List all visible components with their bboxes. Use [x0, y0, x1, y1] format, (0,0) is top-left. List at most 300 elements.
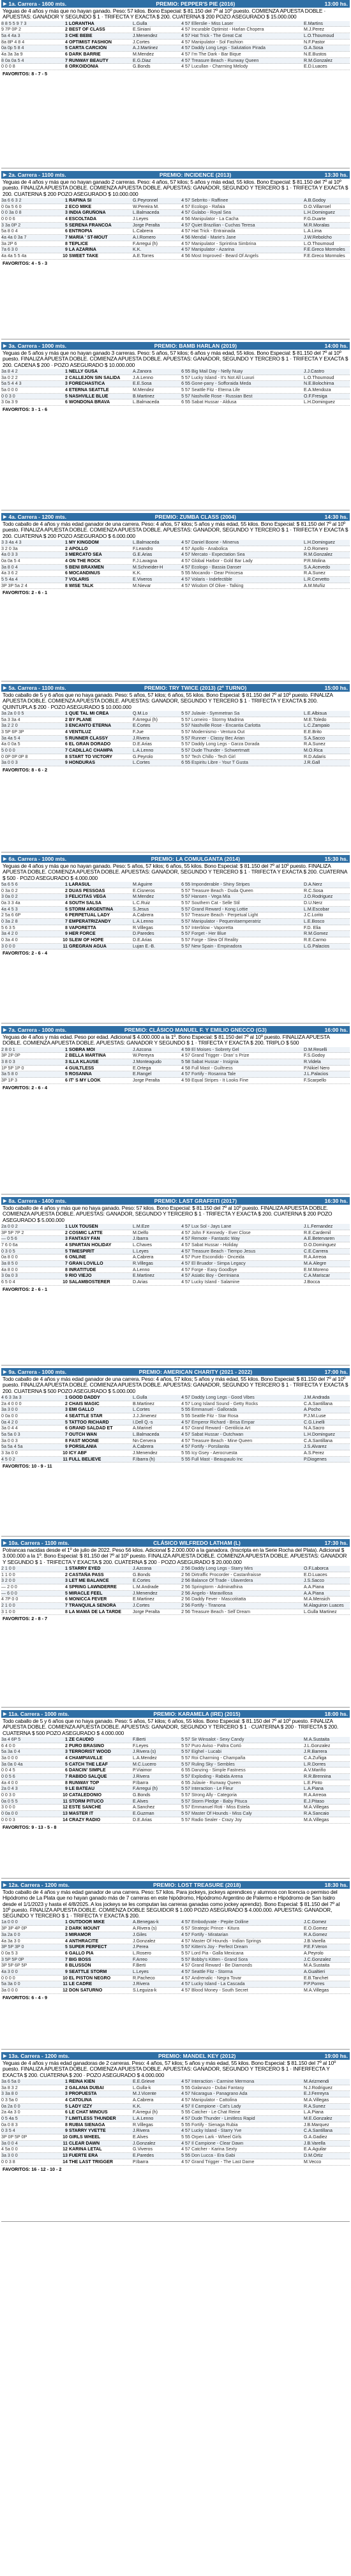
recent-form: 5a 3a 0 0: [1, 1981, 20, 1987]
post-number: 14: [63, 2159, 68, 2164]
age-weight: 5 57: [181, 937, 190, 943]
trainer-name: L.O.Thoumoud: [304, 33, 334, 38]
trainer-name: L.A.Lima: [304, 228, 322, 234]
age-weight: 4 57: [181, 552, 190, 558]
recent-form: 0 0a 5 6 0: [1, 204, 22, 209]
horse-name: MIRACLE FEEL: [69, 1590, 103, 1596]
jockey-name: A.E.Torres: [133, 253, 154, 259]
table-row: [1, 1951, 350, 1957]
trainer-name: M.Arizmendi: [304, 2078, 329, 2084]
jockey-name: J.Menendez: [133, 1590, 158, 1596]
post-number: 10: [63, 1279, 68, 1285]
pedigree: Treasure Beach - Runway Queen: [191, 57, 259, 63]
post-number: 2: [65, 1743, 68, 1748]
age-weight: 4 57: [181, 1432, 190, 1438]
trainer-name: L.H.Dominguez: [304, 210, 335, 216]
recent-form: 5 5 4a 4: [1, 577, 18, 583]
table-row: [1, 1267, 350, 1274]
pedigree: Incurable Optimist - Harlan Chopera: [191, 27, 264, 33]
horse-name: RABIDO SALQUE: [69, 1774, 107, 1780]
pedigree: Exploding - Rabida Arena: [191, 1774, 243, 1780]
race-prize: PREMIO: ZUMBA CLASS (2004): [154, 514, 236, 520]
entries-list: [1, 2079, 350, 2166]
age-weight: 5 55: [181, 2122, 190, 2127]
jockey-name: E.Paredes: [133, 2153, 154, 2159]
jockey-name: J.Rivera: [133, 1981, 150, 1987]
post-number: 7: [65, 1774, 68, 1780]
post-number: 1: [65, 1919, 68, 1925]
trainer-name: D.O.Villarroel: [304, 204, 331, 209]
age-weight: 4 57: [181, 1938, 190, 1944]
age-weight: 4 57: [181, 2091, 190, 2097]
recent-form: 3P 3P 5a 2 4: [1, 583, 27, 588]
age-weight: 4 57: [181, 2140, 190, 2146]
pedigree: Full Mast - Guiltness: [191, 1065, 233, 1071]
post-number: 10: [63, 2134, 68, 2140]
recent-form: 3a 0 0 0: [1, 1755, 18, 1761]
post-number: 6: [65, 570, 68, 576]
table-row: [1, 52, 350, 58]
recent-form: 4a 0 3 3: [1, 552, 18, 558]
recent-form: 0a 0 8 3: [1, 2122, 18, 2127]
trainer-name: P.Nikiel Nero: [304, 1065, 330, 1071]
horse-name: WISE TALK: [69, 583, 94, 588]
race-conditions: Todo caballo de 4 años y más edad ganador de una carrera. Peso: 57 kilos. Para jockeys, jockeys aprendices y alumnos con licencia o permiso del Hipódromo de La Plata que no hayan ganado más de 7 carreras en este hipódromo, Hipódromo Argentino de Palermo e Hipódromo de San Isidro desde el 1/1/2023 y hasta el 4/8/2025. A los jockeys se les computan las carreras ganadas como jockey aprendiz). Bono Especial: $ 81.150 del 7º al 10º puesto. FINALIZA APUESTA DOBLE. COMIENZA DOBLE SEGUIDOR $ 1.000 POZO ASEGURADO $ 4.000.000. APUESTAS: GANADOR, SEGUNDO Y TERCERO $ 1 · TRIFECTA Y EXACTA $ 200.: [3, 1889, 340, 1919]
post-number: 1: [65, 539, 68, 545]
recent-form: 8a 8P 4 8 4: [1, 39, 25, 45]
table-row: [1, 1811, 350, 1817]
table-row: [1, 1805, 350, 1811]
horse-name: LIMITLESS THUNDER: [69, 2116, 116, 2122]
age-weight: 5 57: [181, 1786, 190, 1792]
pedigree: Treasure Beach - Self Dream: [191, 1609, 250, 1614]
horse-name: COSMIC LATTE: [69, 1230, 103, 1235]
jockey-name: W.Pereyra: [133, 1053, 154, 1059]
horse-name: NELLY GUSA: [69, 368, 98, 374]
trainer-name: R.M.Gonzalez: [304, 57, 332, 63]
horse-name: MARÍA ' ST-MOUT: [69, 235, 108, 241]
horse-name: CASTAÑA PASS: [69, 1572, 104, 1577]
trainer-name: R.E.Cardemil: [304, 1230, 331, 1235]
age-weight: 2 56: [181, 1597, 190, 1602]
jockey-name: M.Mendez: [133, 387, 154, 392]
horse-name: ICY ABF: [69, 1450, 87, 1456]
age-weight: 5 55: [181, 2085, 190, 2090]
post-number: 5: [65, 222, 68, 228]
age-weight: 5 55: [181, 1456, 190, 1462]
recent-form: 3P 5P 7P 2: [1, 1230, 24, 1235]
trainer-name: J.O.Romero: [304, 546, 329, 551]
favorites-line: FAVORITOS: 2 - 6 - 4: [3, 950, 48, 957]
jockey-name: A.Rivera (s): [133, 1926, 157, 1932]
horse-name: SLEW OF HOPE: [69, 937, 104, 943]
pedigree: Seattle Fitz - Storma: [191, 1969, 233, 1974]
table-row: [1, 1591, 350, 1597]
post-number: 3: [65, 210, 68, 216]
table-row: [1, 912, 350, 919]
table-row: [1, 387, 350, 394]
recent-form: 3a 0 0 4: [1, 2140, 18, 2146]
post-number: 7: [65, 1956, 68, 1962]
table-row: [1, 1957, 350, 1963]
race-block: [1, 513, 350, 681]
trainer-name: J.S.Sacco: [304, 1578, 324, 1584]
pedigree: Long Island Sound - Getty Rocks: [191, 1401, 258, 1406]
post-number: 4: [65, 39, 68, 45]
jockey-name: M.Mendez: [133, 52, 154, 57]
pedigree: Sabat Hussar - Holiday: [191, 1242, 238, 1247]
trainer-name: M.A.Mensich: [304, 1597, 330, 1602]
trainer-name: J.B.Marquez: [304, 2122, 329, 2127]
jockey-name: I.Dell Q.-s: [133, 1419, 153, 1425]
table-row: [1, 736, 350, 742]
age-weight: 4 57: [181, 2147, 190, 2152]
horse-name: GIRLS WHEEL: [69, 2134, 101, 2140]
age-weight: 4 57: [181, 2097, 190, 2103]
jockey-name: M.J.Vicente: [133, 2091, 156, 2097]
trainer-name: D.A.Nerz: [304, 881, 322, 887]
jockey-name: Q.M.Lo: [133, 710, 148, 716]
horse-name: THE LAST TRIGGER: [69, 2159, 113, 2164]
triangle-icon: ▶: [3, 1028, 7, 1032]
horse-name: SOBRA MOI: [69, 1046, 95, 1052]
race-header: [1, 1539, 350, 1547]
pedigree: Daniel Boone - Minerva: [191, 539, 239, 545]
pedigree: Lomeiro - Stormy Madrina: [191, 717, 244, 722]
trainer-name: L.H.Dominguez: [304, 1432, 335, 1438]
jockey-name: A.Benegas-k: [133, 1919, 159, 1925]
pedigree: Emmanuel - Gallorada: [191, 1407, 237, 1413]
trainer-name: M.J.Perez: [304, 27, 324, 33]
recent-form: 3 5P 6P 3P: [1, 729, 24, 734]
jockey-name: E.Cisneros: [133, 888, 155, 893]
horse-name: PROPUESTA: [69, 2091, 97, 2097]
recent-form: 3a 2a 0 0 5: [1, 710, 24, 716]
pedigree: Gone-pany - Sofforaida Meda: [191, 381, 251, 387]
table-row: [1, 1236, 350, 1242]
trainer-name: J.C.Gomez: [304, 1919, 327, 1925]
table-row: [1, 1603, 350, 1609]
race-header: [1, 684, 350, 692]
entries-list: [1, 1566, 350, 1616]
race-number: 9a. Carrera - 1000 mts.: [8, 1369, 67, 1375]
post-number: 11: [63, 943, 68, 949]
table-row: [1, 944, 350, 950]
pedigree: Lord Pia - Galla Mexicana: [191, 1950, 244, 1956]
horse-name: ORKOIDONIA: [69, 64, 99, 70]
triangle-icon: ▶: [3, 1541, 7, 1545]
jockey-name: J.Ibarra: [133, 1236, 149, 1242]
horse-name: EL PISTON NEGRO: [69, 1975, 111, 1981]
horse-name: STARRY YVETTE: [69, 2128, 106, 2134]
recent-form: 3a 4a 5 4: [1, 735, 20, 741]
horse-name: PURO BRASINO: [69, 1743, 105, 1748]
age-weight: 4 57: [181, 1242, 190, 1247]
table-row: [1, 1976, 350, 1982]
horse-name: REINA KIEN: [69, 2078, 95, 2084]
horse-name: STORM PITUCO: [69, 1798, 104, 1804]
table-row: [1, 1444, 350, 1450]
post-number: 7: [65, 1603, 68, 1609]
post-number: 10: [63, 1975, 68, 1981]
post-number: 4: [65, 1242, 68, 1247]
table-row: [1, 717, 350, 724]
table-row: [1, 253, 350, 260]
table-row: [1, 937, 350, 944]
trainer-name: P.E.F.Veron: [304, 1944, 327, 1950]
recent-form: 0 3a 0 2: [1, 888, 18, 893]
trainer-name: L.H.Dominguez: [304, 399, 335, 405]
horse-name: VAPORETTA: [69, 925, 96, 930]
triangle-icon: ▶: [3, 1199, 7, 1203]
pedigree: Grand Reward - Kong Lottie: [191, 906, 248, 912]
recent-form: 3P 0P 5P 0P: [1, 2134, 27, 2140]
age-weight: 4 57: [181, 1963, 190, 1969]
post-number: 6: [65, 912, 68, 918]
trainer-name: C.A.Santillana: [304, 1438, 332, 1443]
pedigree: Orpen Lark - Wheel Girls: [191, 2134, 242, 2140]
pedigree: Grand Trigger - The Last Dame: [191, 2159, 255, 2164]
post-number: 1: [65, 1046, 68, 1052]
table-row: [1, 1254, 350, 1261]
post-number: 9: [65, 1273, 68, 1279]
pedigree: Grand Reward - Gentilicia Art: [191, 1426, 251, 1431]
age-weight: 4 57: [181, 20, 190, 26]
recent-form: 3 5P 5P 0P: [1, 1956, 24, 1962]
pedigree: Springtorm - Adminathina: [191, 1584, 243, 1590]
pedigree: Pure Escondido - Onceida: [191, 1254, 244, 1260]
race-block: [1, 1026, 350, 1195]
age-weight: 4 57: [181, 1273, 190, 1279]
pedigree: Lucky Island - Salamine: [191, 1279, 240, 1285]
horse-name: START TO VICTORY: [69, 754, 112, 759]
recent-form: 2 1 0 0: [1, 1565, 15, 1571]
horse-name: MASTER IT: [69, 1811, 94, 1817]
jockey-name: L.Balmaceda: [133, 1432, 160, 1438]
jockey-name: J.J.Jimenez: [133, 1413, 157, 1418]
trainer-name: F.Scarpello: [304, 1078, 327, 1083]
recent-form: 3a 4 2 0: [1, 931, 18, 937]
pedigree: Blood Money - South Secret: [191, 1988, 248, 1993]
jockey-name: L.Gulla: [133, 1394, 147, 1400]
trainer-name: D.M.Reselli: [304, 1046, 327, 1052]
table-row: [1, 1817, 350, 1824]
trainer-name: A.Pocho: [304, 1407, 321, 1413]
jockey-name: J.A.Lenno: [133, 375, 153, 380]
horse-name: ILLA KLAUSE: [69, 1059, 99, 1064]
age-weight: 4 57: [181, 2128, 190, 2134]
age-weight: 4 57: [181, 558, 190, 563]
age-weight: 5 57: [181, 925, 190, 930]
jockey-name: L.M.Eze: [133, 1223, 150, 1229]
race-prize: PREMIO: LAST GRAFFITI (2017): [154, 1198, 237, 1204]
age-weight: 5 57: [181, 1950, 190, 1956]
pedigree: Balance Of Trade - Ulaverdera: [191, 1578, 253, 1584]
recent-form: 3 3a 0P 2: [1, 222, 21, 228]
pedigree: Grand Reward - Be Diamonds: [191, 1963, 253, 1969]
recent-form: 4a 4 5 3: [1, 906, 18, 912]
jockey-name: B.Martinez: [133, 393, 154, 399]
age-weight: 4 57: [181, 247, 190, 253]
trainer-name: J.O.Rodriguez: [304, 894, 333, 900]
table-row: [1, 1279, 350, 1286]
recent-form: 1 1 0 0: [1, 1572, 15, 1577]
horse-name: APOLLO: [69, 546, 88, 551]
trainer-name: F.E.Greco Mormoles: [304, 253, 345, 259]
race-number: 4a. Carrera - 1200 mts.: [8, 514, 67, 520]
post-number: 2: [65, 375, 68, 380]
age-weight: 4 57: [181, 33, 190, 38]
recent-form: 3a 5 8 0: [1, 1071, 18, 1077]
age-weight: 4 59: [181, 1046, 190, 1052]
table-row: [1, 1261, 350, 1267]
recent-form: 1P 5P 1P 0: [1, 1065, 24, 1071]
recent-form: 4 6 3 3a 3: [1, 1394, 22, 1400]
trainer-name: J.R.Barrera: [304, 1749, 327, 1755]
post-number: 7: [65, 1261, 68, 1267]
race-conditions: Potrancas nacidas desde el 1º de julio de 2022. Peso 56 kilos. Adicional $ 2.000.000 a la ganadora. (Inscripta en la Serie Rocha del Plata). Adicional $ 3.000.000 a la 1º. Bono Especial: $ 81.150 del 7º al 10º puesto. FINALIZA APUESTA DOBLE. COMIENZA APUESTA DOBLE. APUESTAS: GANADOR Y SEGUNDO $ 1 · TRIFECTA Y EXACTA $ 200. CUATERNA $ 200 · POZO ASEGURADO $ 20.000.000: [3, 1547, 347, 1565]
table-row: [1, 1944, 350, 1951]
trainer-name: A.A.Piana: [304, 1584, 324, 1590]
jockey-name: L.A.Mendez: [133, 1755, 157, 1761]
pedigree: Mendal - Marie's Jane: [191, 235, 236, 241]
race-header: [1, 0, 350, 8]
recent-form: — 2 0 0: [1, 1584, 17, 1590]
horse-name: MIRAMOR: [69, 1932, 91, 1937]
favorites-line: FAVORITOS: 10 - 9 - 11: [3, 1463, 52, 1470]
trainer-name: G.A.Sosa: [304, 45, 324, 51]
pedigree: Big Mail Day - Nelly Nuay: [191, 368, 243, 374]
age-weight: 4 57: [181, 45, 190, 51]
post-number: 2: [65, 717, 68, 722]
horse-name: GREGRAN AGUA: [69, 943, 107, 949]
pedigree: Global Harbor - Gold Bar Lady: [191, 558, 253, 563]
table-row: [1, 925, 350, 932]
horse-name: FUERTE ERA: [69, 2153, 98, 2159]
horse-name: VOLARIS: [69, 577, 89, 583]
jockey-name: F.Arregui (h): [133, 241, 158, 246]
post-number: 2: [65, 204, 68, 209]
recent-form: 0a 4 2 0: [1, 1419, 18, 1425]
jockey-name: A.J.Martinez: [133, 45, 158, 51]
age-weight: 5 57: [181, 919, 190, 925]
race-number: 5a. Carrera - 1100 mts.: [8, 685, 66, 691]
table-row: [1, 565, 350, 571]
race-header: [1, 1197, 350, 1205]
table-row: [1, 894, 350, 900]
recent-form: 0 0P 0P 0P 8: [1, 754, 28, 759]
horse-name: RUBIA SIENAGA: [69, 2122, 105, 2127]
pedigree: Storm Pledge - Baby Pituca: [191, 1798, 248, 1804]
race-prize: PREMIO: BAMB HARLAN (2019): [154, 343, 237, 349]
trainer-name: E.J.Pitaso: [304, 1798, 324, 1804]
post-number: 8: [65, 1609, 68, 1614]
horse-name: GUILTLESS: [69, 1065, 94, 1071]
recent-form: 0 0a 5 3: [1, 1950, 18, 1956]
pedigree: Don Lucca - Era Gabi: [191, 2153, 235, 2159]
horse-name: LET ME BALANCE: [69, 1578, 109, 1584]
table-row: [1, 1420, 350, 1426]
horse-name: CALLEJÓN SIN SALIDA: [69, 375, 121, 380]
post-number: 2: [65, 2085, 68, 2090]
recent-form: 4a 3a 3a 9: [1, 52, 23, 57]
recent-form: 3a 8 4 2: [1, 368, 18, 374]
race-conditions: Yeguas de 4 años y más que no hayan ganado 2 carreras. Peso: 4 años, 57 kilos; 5 años y más edad, 55 kilos. Bono Especial: $ 81.150 del 7º al 10º puesto. FINALIZA APUESTA DOBLE. COMIENZA APUESTA DOBLE. APUESTAS: GANADOR, SEGUNDO Y TERCERO $ 1 · TRIFECTA Y EXACTA $ 200. CUATERNA $ 200 POZO ASEGURADO $ 10.000.000: [3, 179, 348, 197]
horse-name: RIO VIEJO: [69, 1273, 92, 1279]
trainer-name: M.Alaguiron Luaces: [304, 1603, 344, 1609]
triangle-icon: ▶: [3, 173, 7, 177]
table-row: [1, 1078, 350, 1084]
horse-name: CATALEDONIO: [69, 1792, 101, 1798]
post-number: 7: [65, 748, 68, 754]
trainer-name: C.E.Carrera: [304, 1248, 328, 1254]
pedigree: Bobby's Kitten - Grand Sora: [191, 1956, 248, 1962]
age-weight: 4 57: [181, 1071, 190, 1077]
post-number: 12: [63, 1988, 68, 1993]
recent-form: 2 1 0 0: [1, 1603, 15, 1609]
trainer-name: M.A.Sustaita: [304, 1736, 330, 1742]
pedigree: Embodyvate - Pepite Dolline: [191, 1919, 249, 1925]
pedigree: Treasure Beach - Perpetual Light: [191, 912, 258, 918]
post-number: 9: [65, 2128, 68, 2134]
recent-form: 9 7P 0P 2: [1, 27, 21, 33]
entries-list: [1, 198, 350, 260]
trainer-name: E.J.Ferreyra: [304, 2091, 329, 2097]
jockey-name: D.Arias: [133, 1279, 148, 1285]
pedigree: Nicaragua - Panagrano Ada: [191, 2091, 248, 2097]
recent-form: 3P 3P 4P 0P: [1, 1926, 27, 1932]
table-row: [1, 247, 350, 253]
post-number: 8: [65, 1780, 68, 1785]
trainer-name: C.A.Santillana: [304, 2128, 332, 2134]
horse-name: SPRING LAWNDERRE: [69, 1584, 117, 1590]
horse-name: ROSANNA: [69, 1071, 92, 1077]
age-weight: 5 57: [181, 888, 190, 893]
horse-name: CADILLAC CHAMPA: [69, 748, 113, 754]
pedigree: Daddy Long Legs - Starry Mirs: [191, 1565, 253, 1571]
age-weight: 4 57: [181, 1438, 190, 1443]
recent-form: 3 8 0 3: [1, 1059, 15, 1064]
jockey-name: M.Delfo: [133, 1230, 149, 1235]
post-number: 9: [65, 247, 68, 253]
jockey-name: M.Mendez: [133, 894, 154, 900]
table-row: [1, 228, 350, 235]
table-row: [1, 2159, 350, 2166]
age-weight: 6 57: [181, 1926, 190, 1932]
race-block: [1, 1881, 350, 2050]
recent-form: 0 0 5 6: [1, 1774, 15, 1780]
pedigree: Espiritu Libre - Your T Gusta: [191, 760, 248, 766]
pedigree: Sabat Hussar - Aldusa: [191, 399, 237, 405]
post-number: 3: [65, 381, 68, 387]
horse-name: LARASUL: [69, 881, 91, 887]
trainer-name: L.A.Piana: [304, 1786, 324, 1792]
jockey-name: E.E.Grieve: [133, 2078, 155, 2084]
pedigree: New Spain - Empinadora: [191, 943, 242, 949]
race-time: 13:00 hs.: [324, 1, 348, 7]
pedigree: Dude Thunder - Schwertmatt: [191, 748, 250, 754]
horse-name: ENTROPIA: [69, 228, 93, 234]
recent-form: 3a 4 6P 5: [1, 1736, 21, 1742]
table-row: [1, 1053, 350, 1059]
race-header: [1, 1026, 350, 1034]
jockey-name: G.Viveros: [133, 2147, 153, 2152]
post-number: 6: [65, 399, 68, 405]
jockey-name: F.Leyes: [133, 1743, 149, 1748]
trainer-name: R.A.Sunez: [304, 2103, 325, 2109]
post-number: 6: [65, 1950, 68, 1956]
trainer-name: R.R.Brennina: [304, 1774, 331, 1780]
